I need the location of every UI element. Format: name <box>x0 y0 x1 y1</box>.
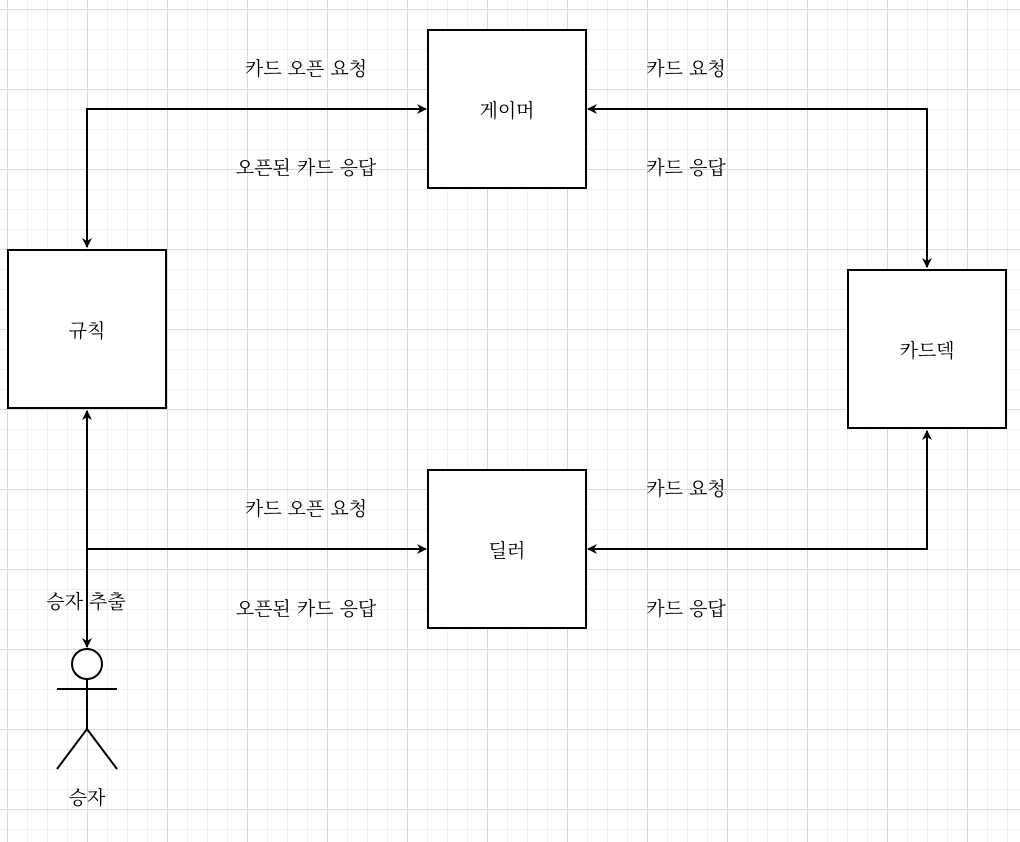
dealer-node[interactable] <box>427 469 587 629</box>
card-deck-node-label: 카드덱 <box>899 339 955 362</box>
label-rules-dealer-request: 카드 오픈 요청 <box>244 498 368 520</box>
edge-gamer-carddeck[interactable] <box>588 109 927 267</box>
gamer-node[interactable] <box>427 29 587 189</box>
label-rules-dealer-response: 오픈된 카드 응답 <box>235 598 377 620</box>
winner-actor-label: 승자 <box>68 787 106 809</box>
dealer-node-label: 딜러 <box>488 539 526 562</box>
label-dealer-deck-response: 카드 응답 <box>646 598 726 620</box>
label-winner-extract: 승자 추출 <box>46 591 126 613</box>
label-rules-gamer-request: 카드 오픈 요청 <box>244 58 368 80</box>
gamer-node-label: 게이머 <box>479 99 535 122</box>
label-gamer-deck-request: 카드 요청 <box>646 58 726 80</box>
rules-node[interactable] <box>7 249 167 409</box>
rules-node-label: 규칙 <box>68 319 106 342</box>
label-rules-gamer-response: 오픈된 카드 응답 <box>235 157 377 179</box>
edge-dealer-carddeck[interactable] <box>588 431 927 549</box>
label-gamer-deck-response: 카드 응답 <box>646 157 726 179</box>
winner-actor-icon[interactable] <box>57 649 117 769</box>
label-dealer-deck-request: 카드 요청 <box>646 478 726 500</box>
card-deck-node[interactable] <box>847 269 1007 429</box>
